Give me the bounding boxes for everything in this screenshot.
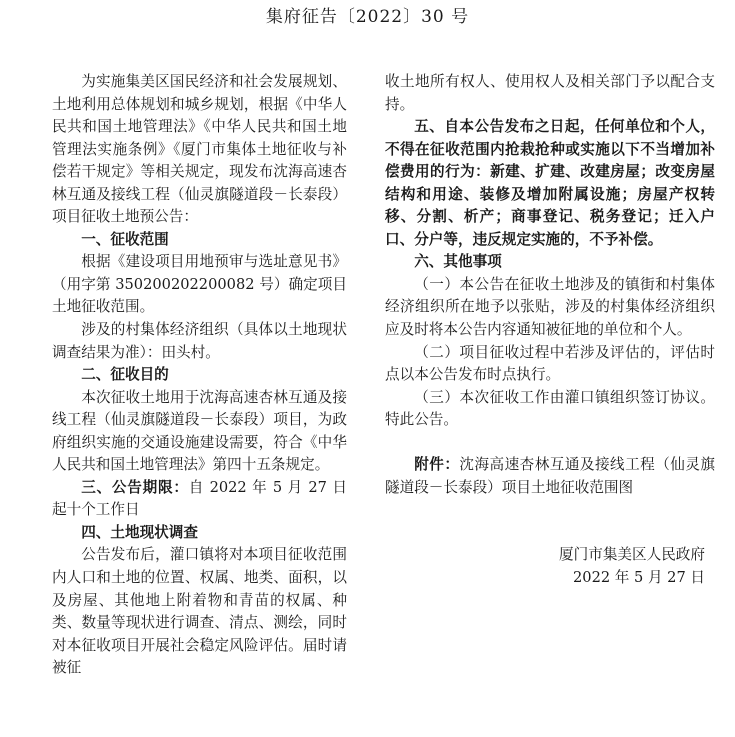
paragraph-s2-p1: 本次征收土地用于沈海高速杏林互通及接线工程（仙灵旗隧道段－长泰段）项目，为政府组织实施的交通设施建设需要，符合《中华人民共和国土地管理法》第四十五条规定。	[52, 388, 347, 474]
paragraph-s1-head: 一、征收范围	[81, 230, 169, 248]
paragraph-attachment	[385, 454, 715, 499]
paragraph-s4-p1: 公告发布后，灌口镇将对本项目征收范围内人口和土地的位置、权属、地类、面积，以及房屋、其他地上附着物和青苗的权属、种类、数量等现状进行调查、清点、测绘，同时对本征收项目开展社会稳定风险评估。届时请被征	[52, 546, 347, 677]
paragraph-date: 2022 年 5 月 27 日	[573, 568, 705, 586]
paragraph-label: 三、公告期限：	[81, 478, 189, 496]
paragraph-signer: 厦门市集美区人民政府	[559, 546, 705, 564]
paragraph-s1-p1: 根据《建设项目用地预审与选址意见书》（用字第 350200202200082 号）确定项目土地征收范围。	[52, 253, 347, 316]
paragraph-text: 沈海高速杏林互通及接线工程（仙灵旗隧道段－长泰段）项目土地征收范围图	[385, 456, 715, 496]
paragraph-s6-p1: （一）本公告在征收土地涉及的镇街和村集体经济组织所在地予以张贴，涉及的村集体经济组织应及时将本公告内容通知被征地的单位和个人。	[385, 275, 715, 339]
paragraph-s5: 五、自本公告发布之日起，任何单位和个人，不得在征收范围内抢栽抢种或实施以下不当增加补偿费用的行为：新建、扩建、改建房屋；改变房屋结构和用途、装修及增加附属设施；房屋产权转移、分割、析产；商事登记、税务登记；迁入户口、分户等，违反规定实施的，不予补偿。	[385, 118, 715, 248]
paragraph-text: 自 2022 年 5 月 27 日起十个工作日	[52, 478, 347, 519]
paragraph-intro: 为实施集美区国民经济和社会发展规划、土地利用总体规划和城乡规划，根据《中华人民共和国土地管理法》《中华人民共和国土地管理法实施条例》《厦门市集体土地征收与补偿若干规定》等相关规定，现发布沈海高速杏林互通及接线工程（仙灵旗隧道段－长泰段）项目征收土地预公告：	[52, 73, 347, 226]
right-column	[385, 71, 715, 589]
paragraph-s6-p2: （二）项目征收过程中若涉及评估的，评估时点以本公告发布时点执行。	[385, 343, 715, 384]
paragraph-s4-cont: 收土地所有权人、使用权人及相关部门予以配合支持。	[385, 73, 715, 113]
paragraph-s4-head: 四、土地现状调查	[81, 523, 198, 541]
paragraph-label: 附件：	[414, 456, 460, 474]
left-column	[52, 71, 347, 680]
paragraph-s6-p3: （三）本次征收工作由灌口镇组织签订协议。特此公告。	[385, 388, 715, 429]
paragraph-s2-head: 二、征收目的	[81, 366, 169, 384]
paragraph-s3	[52, 477, 347, 522]
document-number: 集府征告〔2022〕30 号	[265, 7, 470, 27]
paragraph-s6-head: 六、其他事项	[414, 253, 502, 271]
paragraph-s1-p2: 涉及的村集体经济组织（具体以土地现状调查结果为准）：田头村。	[52, 321, 347, 361]
